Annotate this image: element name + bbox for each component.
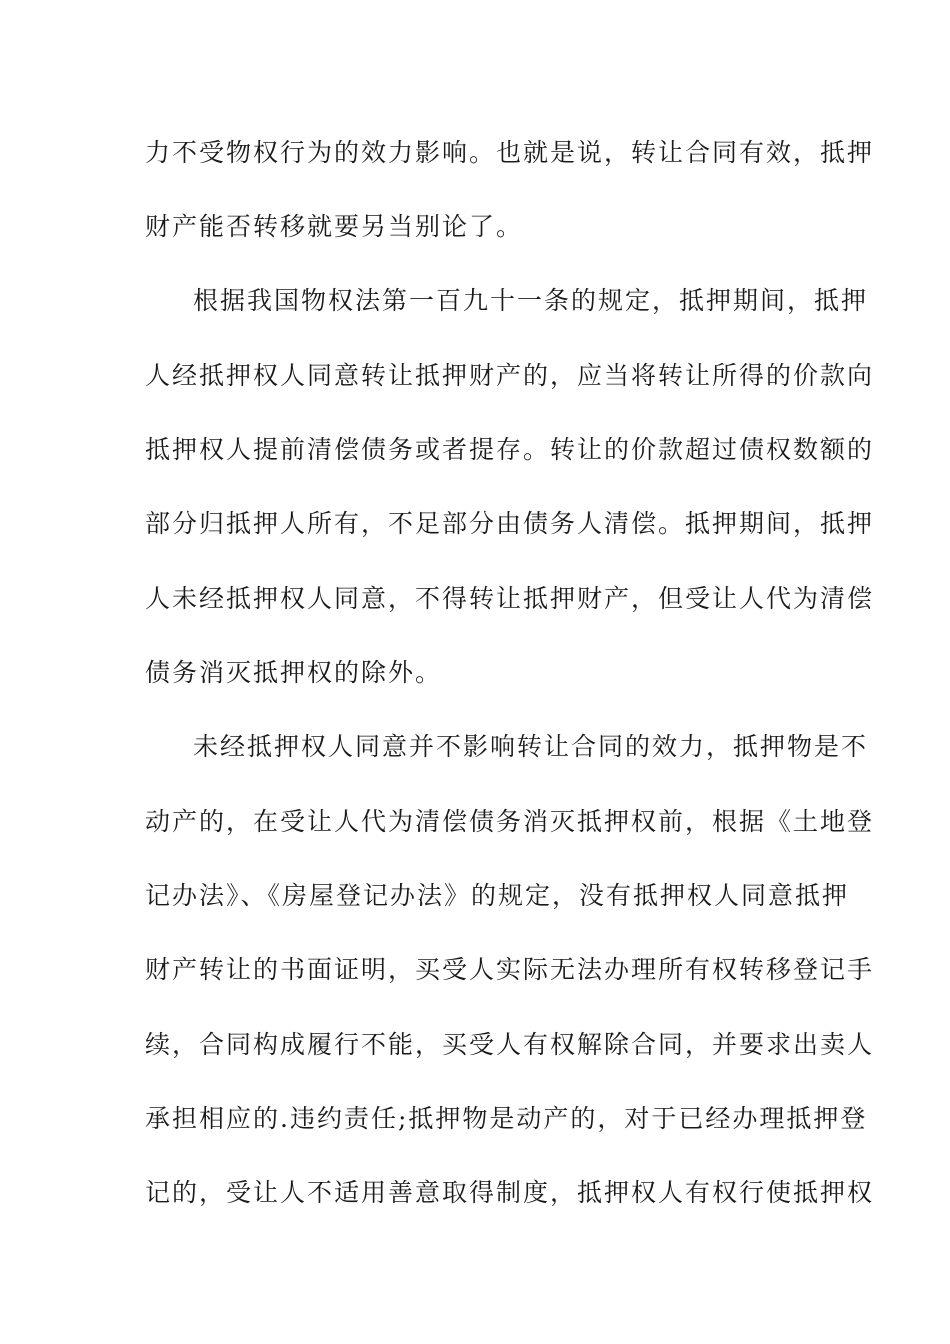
text-line-14: 承担相应的.违约责任;抵押物是动产的，对于已经办理抵押登 bbox=[145, 1104, 868, 1133]
text-line-9: 未经抵押权人同意并不影响转让合同的效力，抵押物是不 bbox=[193, 732, 869, 761]
text-line-12: 财产转让的书面证明，买受人实际无法办理所有权转移登记手 bbox=[145, 955, 875, 984]
text-line-10: 动产的，在受让人代为清偿债务消灭抵押权前，根据《土地登 bbox=[145, 807, 875, 836]
text-line-13: 续，合同构成履行不能，买受人有权解除合同，并要求出卖人 bbox=[145, 1030, 875, 1059]
text-line-7: 人未经抵押权人同意，不得转让抵押财产，但受让人代为清偿 bbox=[145, 584, 875, 613]
text-line-2: 财产能否转移就要另当别论了。 bbox=[145, 212, 524, 241]
text-line-4: 人经抵押权人同意转让抵押财产的，应当将转让所得的价款向 bbox=[145, 361, 875, 390]
text-line-3: 根据我国物权法第一百九十一条的规定，抵押期间，抵押 bbox=[193, 286, 869, 315]
text-line-15: 记的，受让人不适用善意取得制度，抵押权人有权行使抵押权 bbox=[145, 1178, 875, 1207]
text-line-11: 记办法》、《房屋登记办法》的规定，没有抵押权人同意抵押 bbox=[145, 881, 850, 910]
text-line-5: 抵押权人提前清偿债务或者提存。转让的价款超过债权数额的 bbox=[145, 435, 875, 464]
text-line-1: 力不受物权行为的效力影响。也就是说，转让合同有效，抵押 bbox=[145, 138, 875, 167]
text-line-8: 债务消灭抵押权的除外。 bbox=[145, 658, 443, 687]
text-line-6: 部分归抵押人所有，不足部分由债务人清偿。抵押期间，抵押 bbox=[145, 509, 875, 538]
